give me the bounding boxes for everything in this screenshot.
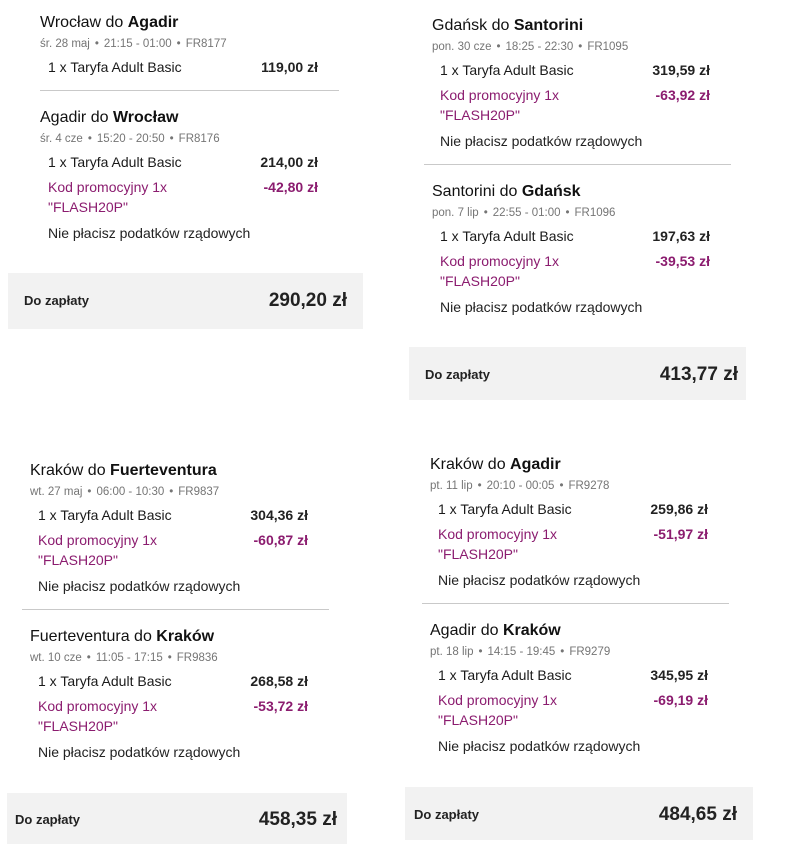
fare-line: 1 x Taryfa Adult Basic 319,59 zł — [440, 62, 710, 78]
flight-details: pon. 30 cze • 18:25 - 22:30 • FR1095 — [432, 41, 629, 53]
flight-leg-outbound — [432, 16, 710, 151]
total-box — [8, 273, 363, 329]
booking-summary-wroclaw-agadir — [40, 13, 318, 77]
flight-details: wt. 27 maj • 06:00 - 10:30 • FR9837 — [30, 486, 220, 498]
no-tax-note: Nie płacisz podatków rządowych — [440, 133, 643, 149]
flight-leg-return — [40, 108, 318, 243]
flight-details: śr. 28 maj • 21:15 - 01:00 • FR8177 — [40, 38, 227, 50]
route-title: Agadir do Wrocław — [40, 109, 179, 126]
no-tax-note: Nie płacisz podatków rządowych — [38, 578, 241, 594]
total-box — [405, 787, 753, 840]
promo-line: Kod promocyjny 1x "FLASH20P" -39,53 zł — [440, 253, 710, 289]
flight-leg-return — [30, 627, 308, 762]
route-title: Wrocław do Agadir — [40, 14, 179, 31]
flight-details: wt. 10 cze • 11:05 - 17:15 • FR9836 — [30, 652, 218, 664]
no-tax-note: Nie płacisz podatków rządowych — [438, 738, 641, 754]
total-amount: 290,20 zł — [268, 290, 347, 311]
promo-line: Kod promocyjny 1x "FLASH20P" -69,19 zł — [438, 692, 708, 728]
divider — [22, 609, 329, 610]
flight-leg-outbound — [40, 13, 318, 77]
booking-summary-krakow-fuerteventura — [30, 461, 308, 596]
booking-summary-gdansk-santorini-return — [432, 182, 710, 317]
total-amount: 458,35 zł — [258, 809, 337, 830]
route-title: Gdańsk do Santorini — [432, 17, 584, 34]
divider — [424, 164, 731, 165]
fare-line: 1 x Taryfa Adult Basic 197,63 zł — [440, 228, 710, 244]
route-title: Agadir do Kraków — [430, 622, 561, 639]
route-title: Kraków do Agadir — [430, 456, 561, 473]
flight-leg-return — [430, 621, 708, 756]
total-amount: 413,77 zł — [659, 364, 738, 385]
total-amount: 484,65 zł — [658, 804, 737, 825]
flight-leg-outbound — [30, 461, 308, 596]
no-tax-note: Nie płacisz podatków rządowych — [38, 744, 241, 760]
flight-details: pon. 7 lip • 22:55 - 01:00 • FR1096 — [432, 207, 616, 219]
divider — [422, 603, 729, 604]
promo-line: Kod promocyjny 1x "FLASH20P" -53,72 zł — [38, 698, 308, 734]
fare-line: 1 x Taryfa Adult Basic 214,00 zł — [48, 154, 318, 170]
flight-leg-outbound — [430, 455, 708, 590]
promo-line: Kod promocyjny 1x "FLASH20P" -51,97 zł — [438, 526, 708, 562]
fare-line: 1 x Taryfa Adult Basic 345,95 zł — [438, 667, 708, 683]
total-label: Do zapłaty — [15, 812, 81, 827]
promo-line: Kod promocyjny 1x "FLASH20P" -63,92 zł — [440, 87, 710, 123]
booking-summary-wroclaw-agadir-return — [40, 108, 318, 243]
booking-summary-gdansk-santorini — [432, 16, 710, 151]
booking-summary-krakow-agadir — [430, 455, 708, 590]
fare-line: 1 x Taryfa Adult Basic 268,58 zł — [38, 673, 308, 689]
no-tax-note: Nie płacisz podatków rządowych — [438, 572, 641, 588]
route-title: Fuerteventura do Kraków — [30, 628, 215, 645]
total-label: Do zapłaty — [425, 367, 491, 382]
promo-line: Kod promocyjny 1x "FLASH20P" -42,80 zł — [48, 179, 318, 215]
promo-line: Kod promocyjny 1x "FLASH20P" -60,87 zł — [38, 532, 308, 568]
divider — [40, 90, 339, 91]
fare-line: 1 x Taryfa Adult Basic 259,86 zł — [438, 501, 708, 517]
booking-summary-krakow-agadir-return — [430, 621, 708, 756]
booking-summary-krakow-fuerteventura-return — [30, 627, 308, 762]
flight-details: pt. 18 lip • 14:15 - 19:45 • FR9279 — [430, 646, 611, 658]
route-title: Kraków do Fuerteventura — [30, 462, 217, 479]
flight-details: śr. 4 cze • 15:20 - 20:50 • FR8176 — [40, 133, 220, 145]
no-tax-note: Nie płacisz podatków rządowych — [440, 299, 643, 315]
fare-line: 1 x Taryfa Adult Basic 304,36 zł — [38, 507, 308, 523]
route-title: Santorini do Gdańsk — [432, 183, 581, 200]
total-label: Do zapłaty — [414, 807, 480, 822]
fare-line: 1 x Taryfa Adult Basic 119,00 zł — [48, 59, 318, 75]
total-box — [409, 347, 746, 400]
total-box — [7, 793, 347, 844]
total-label: Do zapłaty — [24, 293, 90, 308]
no-tax-note: Nie płacisz podatków rządowych — [48, 225, 251, 241]
flight-details: pt. 11 lip • 20:10 - 00:05 • FR9278 — [430, 480, 610, 492]
flight-leg-return — [432, 182, 710, 317]
